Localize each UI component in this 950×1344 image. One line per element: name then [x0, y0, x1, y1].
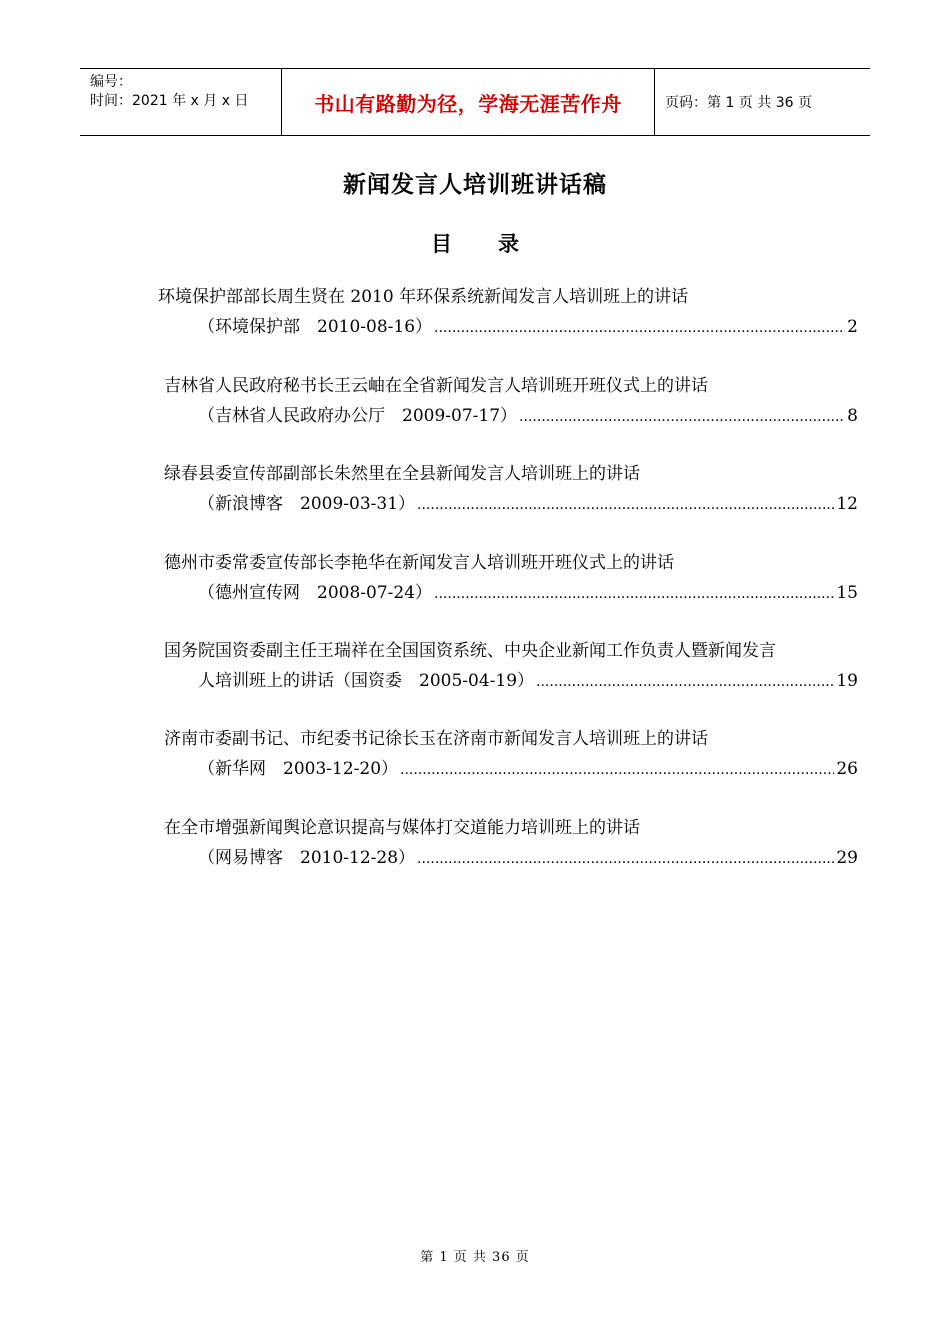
page-label: 页码：第 1 页 共 36 页: [665, 95, 812, 111]
toc-entry-source: [198, 401, 858, 432]
toc-entry-source: [198, 754, 858, 785]
dot-leader: [519, 401, 845, 432]
toc-heading-left: 目: [431, 231, 452, 256]
toc-entry-source-text: （吉林省人民政府办公厅 2009-07-17）: [198, 406, 518, 426]
toc-entry-page: 15: [836, 583, 858, 603]
toc-entry-title: 吉林省人民政府秘书长王云岫在全省新闻发言人培训班开班仪式上的讲话: [164, 376, 708, 396]
toc-entry-source-text: （新华网 2003-12-20）: [198, 759, 399, 779]
toc-entry-title: 环境保护部部长周生贤在 2010 年环保系统新闻发言人培训班上的讲话: [158, 287, 689, 307]
toc-entry-source: [198, 578, 858, 609]
toc-entry-page: 26: [836, 759, 858, 779]
toc-entry-source-text: （新浪博客 2009-03-31）: [198, 494, 416, 514]
dot-leader: [417, 843, 834, 874]
toc-entry-title: 国务院国资委副主任王瑞祥在全国国资系统、中央企业新闻工作负责人暨新闻发言: [164, 641, 776, 661]
document-title: 新闻发言人培训班讲话稿: [343, 171, 607, 198]
toc-entry-page: 29: [836, 848, 858, 868]
toc-entry-source-text: （德州宣传网 2008-07-24）: [198, 583, 433, 603]
serial-label: 编号：: [90, 74, 132, 90]
toc-entry-source: [198, 843, 858, 874]
dot-leader: [434, 578, 834, 609]
header-motto-cell: [282, 69, 655, 135]
toc-entry-title: 德州市委常委宣传部长李艳华在新闻发言人培训班开班仪式上的讲话: [164, 553, 674, 573]
dot-leader: [536, 666, 834, 697]
toc-entry-source: [198, 312, 858, 343]
toc-heading: [0, 228, 950, 258]
toc-entry-source-text: （环境保护部 2010-08-16）: [198, 317, 433, 337]
toc-entry-source: [198, 666, 858, 697]
toc-entry-source: [198, 489, 858, 520]
toc-entry-title: 济南市委副书记、市纪委书记徐长玉在济南市新闻发言人培训班上的讲话: [164, 729, 708, 749]
toc-heading-right: 录: [498, 231, 519, 256]
toc-entry-page: 12: [836, 494, 858, 514]
toc-entry-title: 绿春县委宣传部副部长朱然里在全县新闻发言人培训班上的讲话: [164, 464, 640, 484]
time-label: 时间：2021 年 x 月 x 日: [90, 93, 249, 109]
toc-entry-title: 在全市增强新闻舆论意识提高与媒体打交道能力培训班上的讲话: [164, 818, 640, 838]
dot-leader: [417, 489, 834, 520]
header-page-cell: [655, 69, 870, 135]
toc-entry-source-text: 人培训班上的讲话（国资委 2005-04-19）: [198, 671, 535, 691]
toc-entry-page: 8: [847, 406, 858, 426]
dot-leader: [434, 312, 845, 343]
toc-entry-source-text: （网易博客 2010-12-28）: [198, 848, 416, 868]
dot-leader: [400, 754, 834, 785]
toc-entry-page: 2: [847, 317, 858, 337]
motto-text: 书山有路勤为径，学海无涯苦作舟: [314, 91, 622, 116]
header-table: [80, 68, 870, 136]
toc-entry-page: 19: [836, 671, 858, 691]
page-footer: 第 1 页 共 36 页: [420, 1250, 530, 1265]
header-info-cell: [80, 69, 282, 135]
